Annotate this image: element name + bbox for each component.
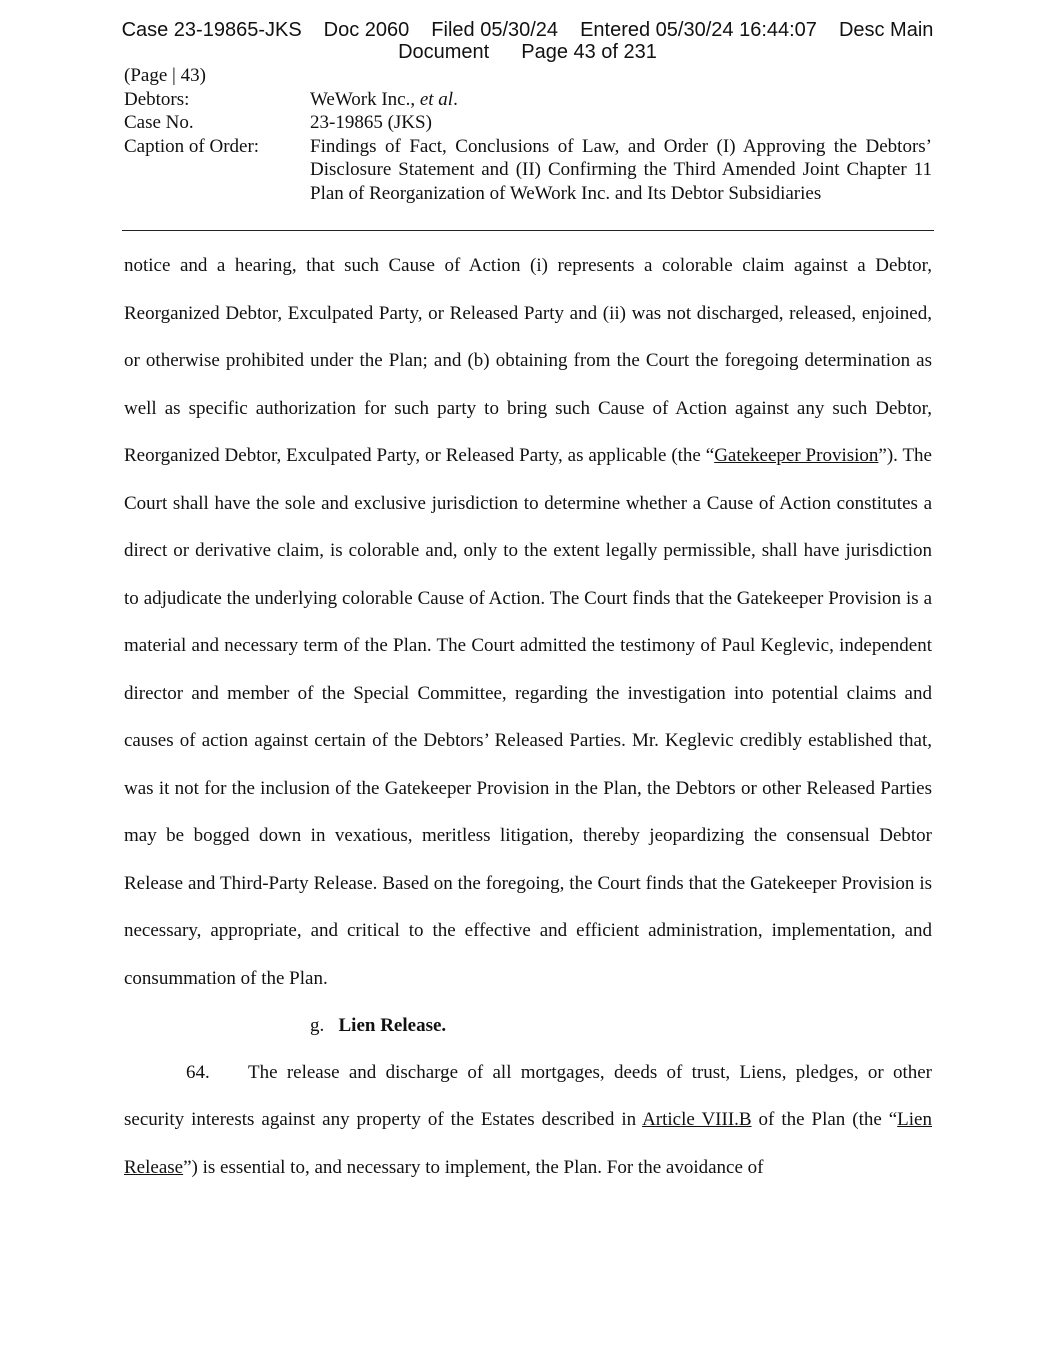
document-body bbox=[124, 242, 932, 1191]
section-heading: g. Lien Release. bbox=[310, 1015, 447, 1036]
paragraph-continued: notice and a hearing, that such Cause of Action (i) represents a colorable claim against a Debtor, Reorganized Debtor, Exculpated Party, or Released Party and (ii) was not discharged, released, enjoined, or otherwise prohibited under the Plan; and (b) obtaining from the Court the foregoing determination as well as specific authorization for such party to bring such Cause of Action against any such Debtor, Reorganized Debtor, Exculpated Party, or Released Party, as applicable (the “Gatekeeper Provision”). The Court shall have the sole and exclusive jurisdiction to determine whether a Cause of Action constitutes a direct or derivative claim, is colorable and, only to the extent legally permissible, shall have jurisdiction to adjudicate the underlying colorable Cause of Action. The Court finds that the Gatekeeper Provision is a material and necessary term of the Plan. The Court admitted the testimony of Paul Keglevic, independent director and member of the Special Committee, regarding the investigation into potential claims and causes of action against certain of the Debtors’ Released Parties. Mr. Keglevic credibly established that, was it not for the inclusion of the Gatekeeper Provision in the Plan, the Debtors or other Released Parties may be bogged down in vexatious, meritless litigation, thereby jeopardizing the consensual Debtor Release and Third-Party Release. Based on the foregoing, the Court finds that the Gatekeeper Provision is necessary, appropriate, and critical to the effective and efficient administration, implementation, and consummation of the Plan. bbox=[124, 255, 932, 989]
caption-label: Caption of Order: bbox=[124, 135, 260, 157]
header-divider bbox=[122, 230, 934, 231]
stamp-case: Case 23-19865-JKS bbox=[121, 19, 302, 41]
debtors-value: WeWork Inc., et al. bbox=[310, 88, 458, 110]
stamp-entered: Entered 05/30/24 16:44:07 bbox=[580, 19, 817, 41]
defined-term-gatekeeper: Gatekeeper Provision bbox=[714, 445, 879, 466]
case-no-label: Case No. bbox=[124, 112, 194, 133]
stamp-document: Document bbox=[398, 41, 490, 63]
defined-term-lien-release: Lien Release bbox=[124, 1109, 932, 1178]
section-title: Lien Release. bbox=[338, 1015, 447, 1036]
paragraph-64: 64. The release and discharge of all mortgages, deeds of trust, Liens, pledges, or other security interests against any property of the Estates described in Article VIII.B of the Plan (the “Lien Release”) is essential to, and necessary to implement, the Plan. For the avoidance of bbox=[124, 1049, 932, 1192]
caption-header bbox=[124, 64, 932, 205]
paragraph-number: 64. bbox=[186, 1061, 210, 1083]
case-stamp bbox=[0, 19, 1055, 63]
page-ref: (Page | 43) bbox=[124, 65, 206, 86]
stamp-filed: Filed 05/30/24 bbox=[431, 19, 559, 41]
stamp-doc: Doc 2060 bbox=[323, 19, 410, 41]
stamp-desc: Desc Main bbox=[838, 19, 934, 41]
case-no-value: 23-19865 (JKS) bbox=[310, 112, 432, 133]
debtors-label: Debtors: bbox=[124, 88, 190, 110]
caption-value: Findings of Fact, Conclusions of Law, and Order (I) Approving the Debtors’ Disclosure Statement and (II) Confirming the Third Amended Joint Chapter 11 Plan of Reorganization of WeWork Inc. and Its Debtor Subsidiaries bbox=[310, 135, 932, 204]
article-reference: Article VIII.B bbox=[642, 1109, 752, 1130]
stamp-page: Page 43 of 231 bbox=[521, 41, 657, 63]
